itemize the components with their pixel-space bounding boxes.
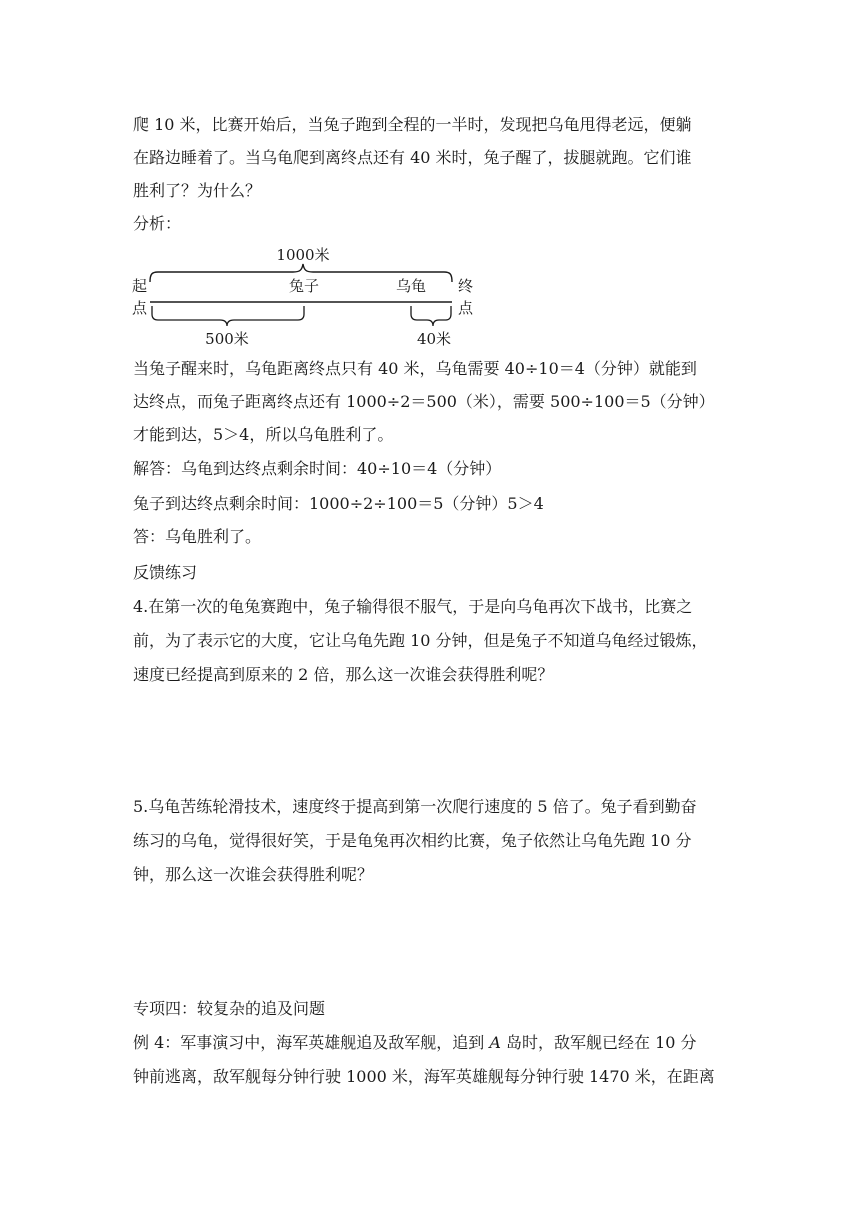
question-4-line-2: 前，为了表示它的大度，它让乌龟先跑 10 分钟，但是兔子不知道乌龟经过锻炼，: [133, 631, 708, 650]
solution-line-1: 解答：乌龟到达终点剩余时间：40÷10＝4（分钟）: [133, 459, 502, 478]
total-distance-label: 1000米: [276, 246, 330, 264]
question-5-line-1: 5.乌龟苦练轮滑技术，速度终于提高到第一次爬行速度的 5 倍了。兔子看到勤奋: [133, 797, 697, 816]
intro-line-3: 胜利了？为什么？: [133, 181, 262, 200]
example-4-line-2: 钟前逃离，敌军舰每分钟行驶 1000 米，海军英雄舰每分钟行驶 1470 米，在距离: [133, 1067, 715, 1086]
half-distance-label: 500米: [205, 330, 249, 348]
analysis-label: 分析：: [133, 214, 182, 233]
end-label-1: 终: [458, 277, 474, 295]
start-label-2: 点: [132, 299, 148, 317]
explanation-line-1: 当兔子醒来时，乌龟距离终点只有 40 米，乌龟需要 40÷10＝4（分钟）就能到: [133, 359, 697, 378]
island-letter: A: [489, 1033, 501, 1052]
race-line-diagram: [128, 240, 478, 352]
end-label-2: 点: [458, 299, 474, 317]
section-4-title: 专项四：较复杂的追及问题: [133, 999, 326, 1018]
example-4-text-b: 岛时，敌军舰已经在 10 分: [500, 1033, 697, 1052]
half-distance-brace: [152, 306, 304, 326]
remaining-distance-brace: [411, 306, 451, 326]
example-4-text-a: 例 4：军事演习中，海军英雄舰追及敌军舰，追到: [133, 1033, 490, 1052]
question-4-line-3: 速度已经提高到原来的 2 倍，那么这一次谁会获得胜利呢？: [133, 665, 554, 684]
start-label-1: 起: [132, 277, 148, 295]
solution-line-2: 兔子到达终点剩余时间：1000÷2÷100＝5（分钟）5＞4: [133, 494, 544, 513]
intro-line-1: 爬 10 米，比赛开始后，当兔子跑到全程的一半时，发现把乌龟甩得老远，便躺: [133, 115, 692, 134]
explanation-line-3: 才能到达，5＞4，所以乌龟胜利了。: [133, 425, 394, 444]
example-4-line-1: [133, 1032, 753, 1054]
feedback-title: 反馈练习: [133, 563, 198, 582]
solution-answer: 答：乌龟胜利了。: [133, 527, 262, 546]
explanation-line-2: 达终点，而兔子距离终点还有 1000÷2＝500（米），需要 500÷100＝5（分钟）: [133, 392, 715, 411]
question-4-line-1: 4.在第一次的龟兔赛跑中，兔子输得很不服气，于是向乌龟再次下战书，比赛之: [133, 597, 693, 616]
question-5-line-3: 钟，那么这一次谁会获得胜利呢？: [133, 865, 374, 884]
question-5-line-2: 练习的乌龟，觉得很好笑，于是龟兔再次相约比赛，兔子依然让乌龟先跑 10 分: [133, 831, 692, 850]
tortoise-label: 乌龟: [395, 277, 427, 295]
rabbit-label: 兔子: [288, 277, 320, 295]
remaining-distance-label: 40米: [416, 330, 452, 348]
intro-line-2: 在路边睡着了。当乌龟爬到离终点还有 40 米时，兔子醒了，拔腿就跑。它们谁: [133, 148, 692, 167]
